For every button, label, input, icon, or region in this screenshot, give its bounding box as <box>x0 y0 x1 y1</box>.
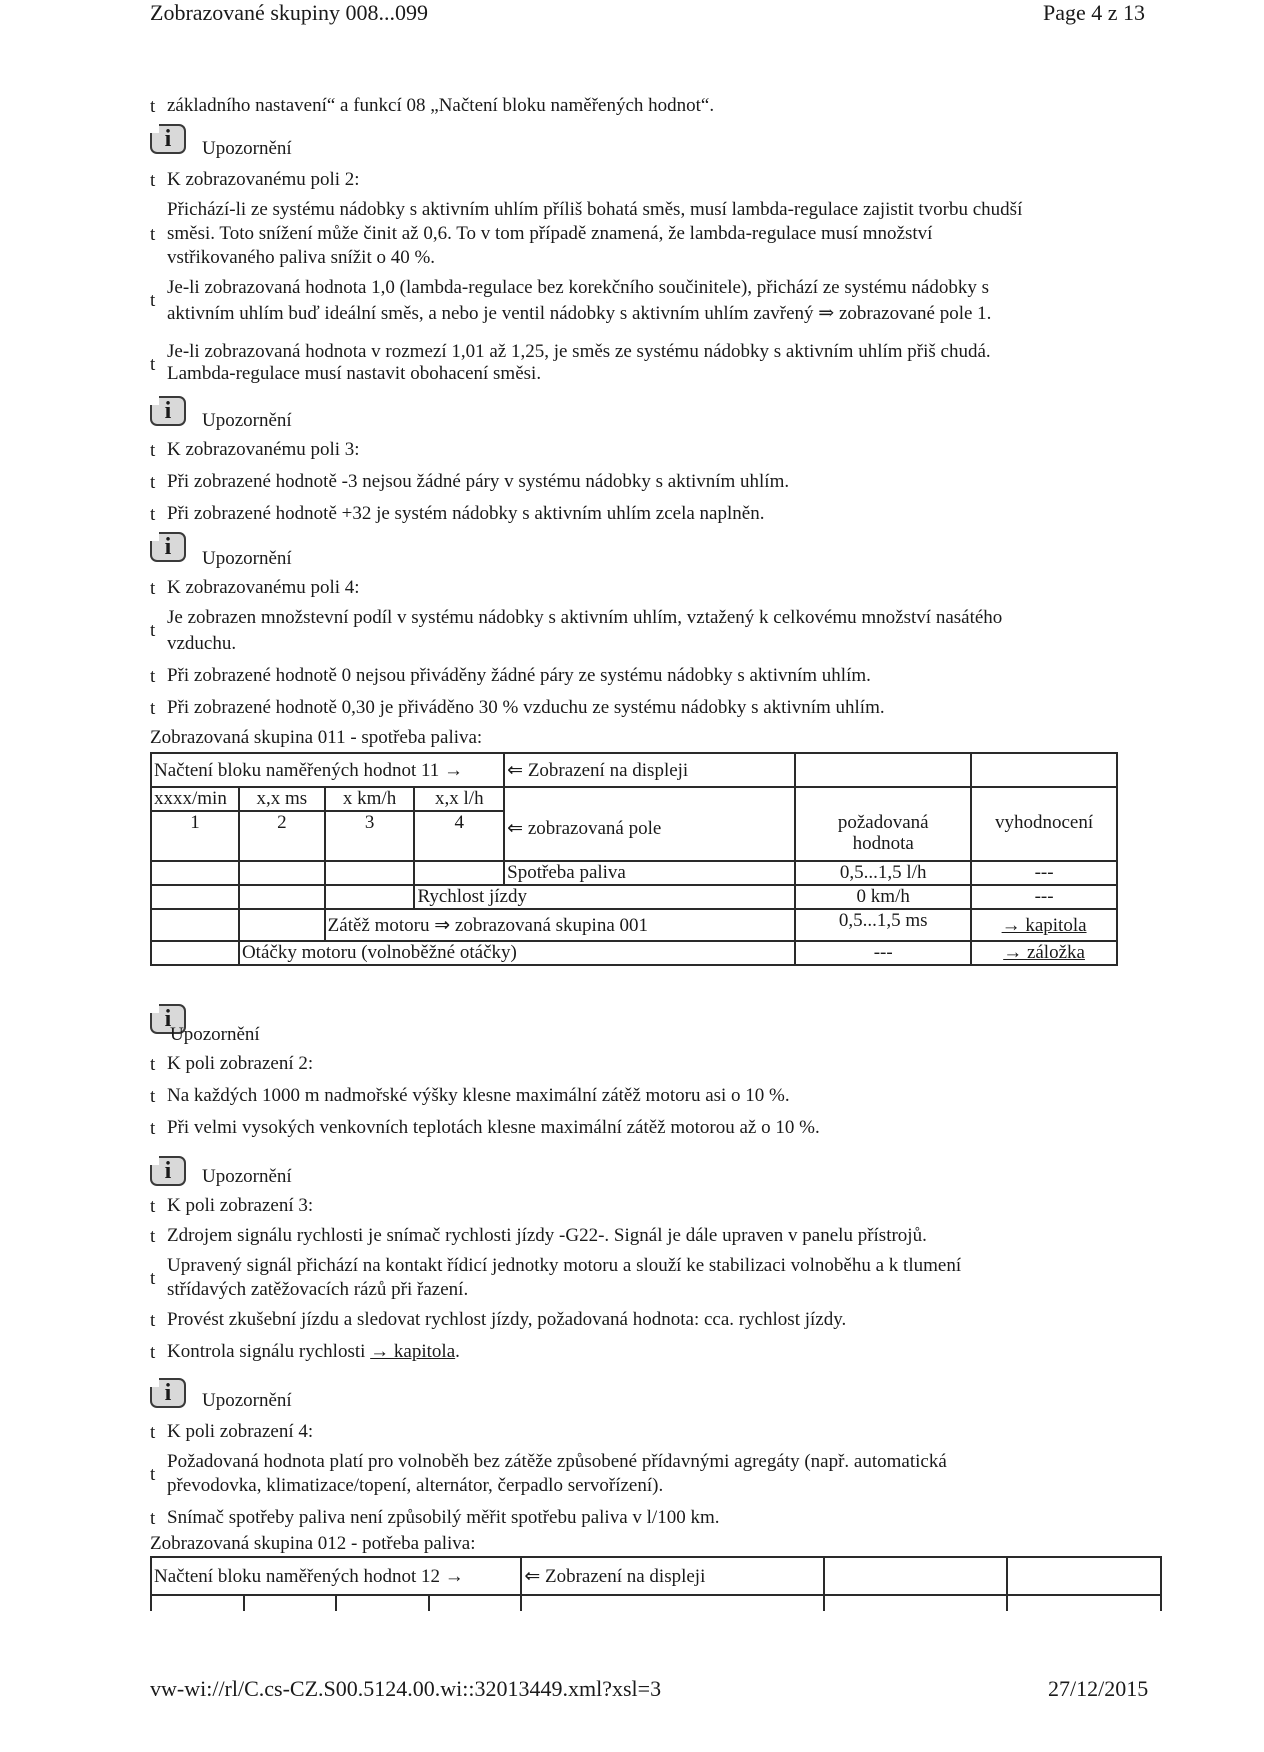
bullet-marker: t <box>150 440 156 461</box>
unit-cell: xxxx/min <box>151 787 239 811</box>
requirement-header: požadovaná hodnota <box>837 812 929 854</box>
notice-heading: K poli zobrazení 3: <box>167 1195 314 1216</box>
notice-text: Provést zkušební jízdu a sledovat rychlost jízdy, požadovaná hodnota: cca. rychlost jízdy. <box>167 1309 847 1330</box>
bullet-marker: t <box>150 698 156 719</box>
row-eval: --- <box>971 861 1117 885</box>
notice-heading: K poli zobrazení 2: <box>167 1053 314 1074</box>
empty-cell <box>824 1557 1008 1595</box>
notice-heading: K zobrazovanému poli 3: <box>167 439 360 460</box>
notice-text: Snímač spotřeby paliva není způsobilý měřit spotřebu paliva v l/100 km. <box>167 1507 720 1528</box>
table-row <box>151 787 1117 811</box>
notice-text: Při zobrazené hodnotě -3 nejsou žádné páry v systému nádobky s aktivním uhlím. <box>167 471 790 492</box>
measurement-table-011 <box>150 752 1118 966</box>
notice-text: Kontrola signálu rychlosti <box>167 1341 366 1362</box>
table-row <box>151 1557 1161 1595</box>
table-row <box>151 885 1117 909</box>
tab-link[interactable]: → záložka <box>971 941 1117 965</box>
empty-cell <box>795 753 971 787</box>
notice-text: Při zobrazené hodnotě 0,30 je přiváděno 30 % vzduchu ze systému nádobky s aktivním uhlím. <box>167 697 885 718</box>
notice-text: převodovka, klimatizace/topení, alternátor, čerpadlo servořízení). <box>167 1475 664 1496</box>
bullet-marker: t <box>150 1086 156 1107</box>
bullet-marker: t <box>150 578 156 599</box>
notice-text: Je-li zobrazovaná hodnota v rozmezí 1,01 až 1,25, je směs ze systému nádobky s aktivním uhlím přiš chudá. <box>167 341 991 362</box>
unit-cell: x,x l/h <box>414 787 504 811</box>
bullet-marker: t <box>150 170 156 191</box>
row-eval: --- <box>971 885 1117 909</box>
info-icon: i <box>150 1156 186 1186</box>
notice-text: Na každých 1000 m nadmořské výšky klesne maximální zátěž motoru asi o 10 %. <box>167 1085 790 1106</box>
row-value: 0,5...1,5 ms <box>795 909 971 941</box>
evaluation-header-cell <box>971 787 1117 861</box>
bullet-marker: t <box>150 1226 156 1247</box>
display-cell: ⇐ Zobrazení na displeji <box>504 753 795 787</box>
info-icon: i <box>150 1004 186 1034</box>
fields-label: ⇐ zobrazovaná pole <box>507 818 662 839</box>
table-row <box>151 861 1117 885</box>
notice-label: Upozornění <box>170 1024 260 1045</box>
notice-text: směsi. Toto snížení může činit až 0,6. To v tom případě znamená, že lambda-regulace musí množství <box>167 223 933 244</box>
row-value: 0 km/h <box>795 885 971 909</box>
notice-text: Zdrojem signálu rychlosti je snímač rychlosti jízdy -G22-. Signál je dále upraven v panelu přístrojů. <box>167 1225 927 1246</box>
notice-text: aktivním uhlím buď ideální směs, a nebo je ventil nádobky s aktivním uhlím zavřený ⇒ zobrazované pole 1. <box>167 303 992 324</box>
footer-date: 27/12/2015 <box>1048 1676 1149 1701</box>
footer-url: vw-wi://rl/C.cs-CZ.S00.5124.00.wi::32013449.xml?xsl=3 <box>150 1676 662 1701</box>
field-number: 1 <box>151 811 239 861</box>
bullet-marker: t <box>150 290 156 311</box>
unit-cell: x km/h <box>325 787 415 811</box>
table-row <box>151 909 1117 941</box>
notice-label: Upozornění <box>202 1390 292 1411</box>
intro-line: základního nastavení“ a funkcí 08 „Načtení bloku naměřených hodnot“. <box>167 95 715 116</box>
notice-label: Upozornění <box>202 138 292 159</box>
requirement-header-cell <box>795 787 971 861</box>
measurement-table-012 <box>150 1556 1162 1611</box>
bullet-marker: t <box>150 354 156 375</box>
notice-heading: K zobrazovanému poli 2: <box>167 169 360 190</box>
notice-label: Upozornění <box>202 548 292 569</box>
row-label: Otáčky motoru (volnoběžné otáčky) <box>239 941 795 965</box>
table-row <box>151 941 1117 965</box>
notice-heading: K zobrazovanému poli 4: <box>167 577 360 598</box>
row-label: Spotřeba paliva <box>504 861 795 885</box>
notice-text: Při zobrazené hodnotě 0 nejsou přiváděny žádné páry ze systému nádobky s aktivním uhlím. <box>167 665 871 686</box>
info-icon: i <box>150 532 186 562</box>
bullet-marker: t <box>150 1342 156 1363</box>
notice-text: Přichází-li ze systému nádobky s aktivním uhlím příliš bohatá směs, musí lambda-regulace zajistit tvorbu chudší <box>167 199 1023 220</box>
field-number: 2 <box>239 811 325 861</box>
notice-text: vzduchu. <box>167 633 237 654</box>
info-icon: i <box>150 124 186 154</box>
notice-text: vstřikovaného paliva snížit o 40 %. <box>167 247 436 268</box>
unit-cell: x,x ms <box>239 787 325 811</box>
notice-text: . <box>455 1341 460 1362</box>
speed-signal-check <box>167 1340 460 1363</box>
row-label: Zátěž motoru ⇒ zobrazovaná skupina 001 <box>325 909 796 941</box>
table-caption: Zobrazovaná skupina 011 - spotřeba paliva: <box>150 727 483 748</box>
notice-label: Upozornění <box>202 1166 292 1187</box>
bullet-marker: t <box>150 1054 156 1075</box>
notice-text: Upravený signál přichází na kontakt řídicí jednotky motoru a slouží ke stabilizaci volnoběhu a k tlumení <box>167 1255 962 1276</box>
fields-label-cell <box>504 787 795 861</box>
document-title: Zobrazované skupiny 008...099 <box>150 0 428 25</box>
bullet-marker: t <box>150 1508 156 1529</box>
chapter-link[interactable]: → kapitola <box>370 1341 456 1362</box>
notice-heading: K poli zobrazení 4: <box>167 1421 314 1442</box>
notice-text: Lambda-regulace musí nastavit obohacení směsi. <box>167 363 542 384</box>
notice-text: Při velmi vysokých venkovních teplotách klesne maximální zátěž motorou až o 10 %. <box>167 1117 820 1138</box>
bullet-marker: t <box>150 1422 156 1443</box>
bullet-marker: t <box>150 224 156 245</box>
bullet-marker: t <box>150 620 156 641</box>
field-number: 4 <box>414 811 504 861</box>
empty-cell <box>971 753 1117 787</box>
field-number: 3 <box>325 811 415 861</box>
bullet-marker: t <box>150 96 156 117</box>
bullet-marker: t <box>150 666 156 687</box>
table-caption: Zobrazovaná skupina 012 - potřeba paliva: <box>150 1533 476 1554</box>
notice-text: střídavých zatěžovacích rázů při řazení. <box>167 1279 469 1300</box>
notice-text: Je zobrazen množstevní podíl v systému nádobky s aktivním uhlím, vztažený k celkovému množství nasátého <box>167 607 1003 628</box>
bullet-marker: t <box>150 1118 156 1139</box>
table-row <box>151 753 1117 787</box>
notice-text: Požadovaná hodnota platí pro volnoběh bez zátěže způsobené přídavnými agregáty (např. automatická <box>167 1451 947 1472</box>
row-value: 0,5...1,5 l/h <box>795 861 971 885</box>
bullet-marker: t <box>150 1310 156 1331</box>
bullet-marker: t <box>150 1196 156 1217</box>
read-block-cell: Načtení bloku naměřených hodnot 12 → <box>151 1557 521 1595</box>
empty-cell <box>1007 1557 1161 1595</box>
page-number: Page 4 z 13 <box>1043 0 1146 25</box>
notice-label: Upozornění <box>202 410 292 431</box>
table-row <box>151 1595 1161 1611</box>
row-value: --- <box>795 941 971 965</box>
bullet-marker: t <box>150 1268 156 1289</box>
read-block-cell: Načtení bloku naměřených hodnot 11 → <box>151 753 504 787</box>
chapter-link[interactable]: → kapitola <box>971 909 1117 941</box>
info-icon: i <box>150 396 186 426</box>
display-cell: ⇐ Zobrazení na displeji <box>521 1557 823 1595</box>
notice-text: Při zobrazené hodnotě +32 je systém nádobky s aktivním uhlím zcela naplněn. <box>167 503 765 524</box>
notice-text: Je-li zobrazovaná hodnota 1,0 (lambda-regulace bez korekčního součinitele), přichází ze systému nádobky s <box>167 277 989 298</box>
evaluation-header: vyhodnocení <box>995 812 1094 833</box>
row-label: Rychlost jízdy <box>414 885 795 909</box>
bullet-marker: t <box>150 472 156 493</box>
info-icon: i <box>150 1378 186 1408</box>
bullet-marker: t <box>150 504 156 525</box>
bullet-marker: t <box>150 1464 156 1485</box>
